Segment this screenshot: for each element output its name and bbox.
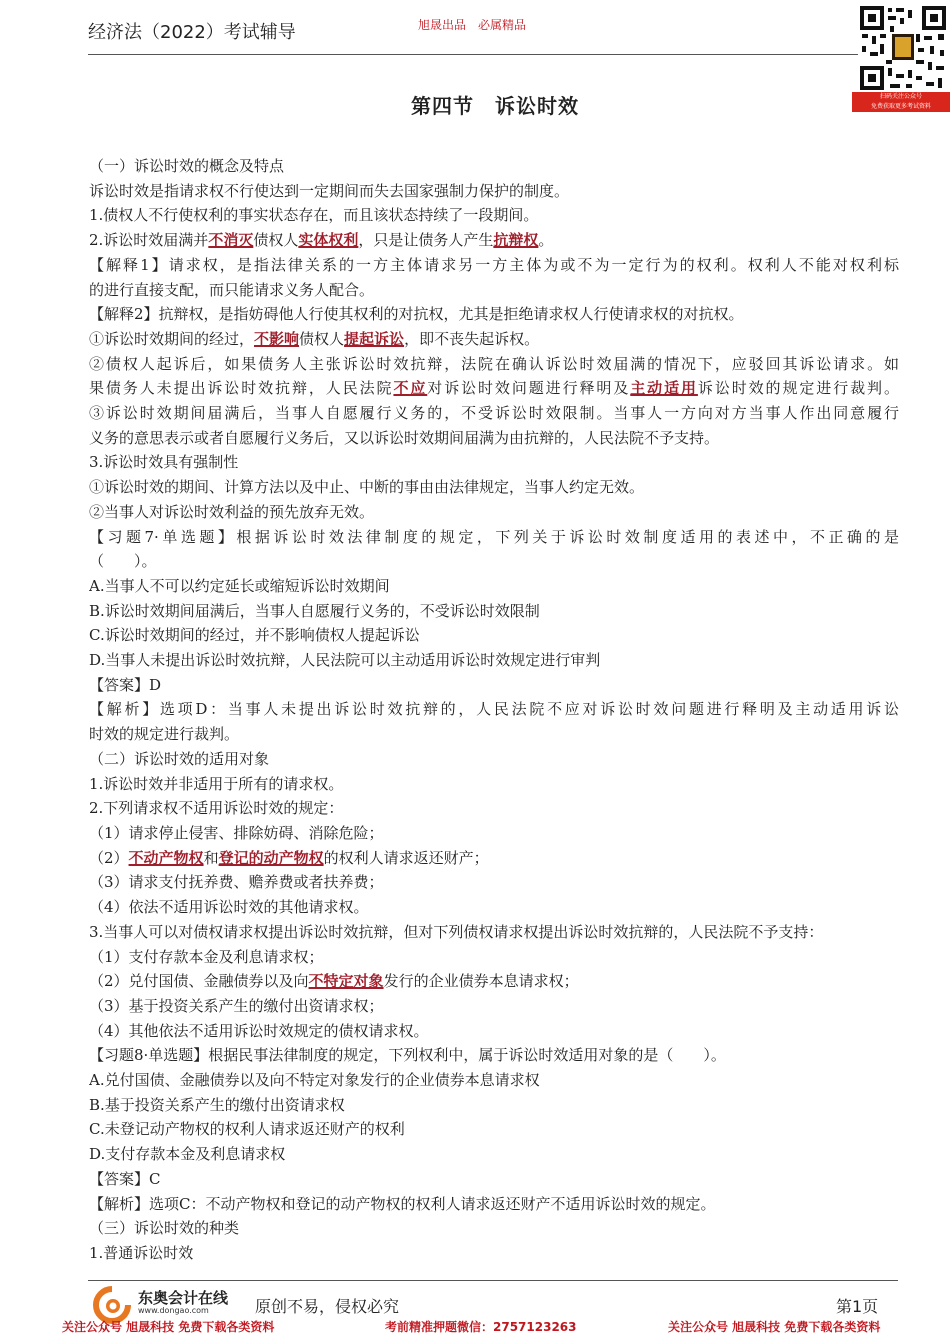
text-line [89, 327, 899, 352]
text-line [89, 574, 899, 599]
text-line [89, 253, 899, 278]
document-body [89, 154, 899, 1266]
text-segment: 1.债权人不行使权利的事实状态存在，而且该状态持续了一段期间。 [89, 206, 539, 225]
text-segment: （1）支付存款本金及利息请求权； [89, 947, 324, 966]
text-segment: D.当事人未提出诉讼时效抗辩，人民法院可以主动适用诉讼时效规定进行审判 [89, 651, 601, 670]
text-segment: 2.下列请求权不适用诉讼时效的规定： [89, 799, 344, 818]
highlighted-term: 登记的动产物权 [218, 848, 324, 867]
section-title: 第四节 诉讼时效 [411, 94, 579, 118]
text-line [89, 549, 899, 574]
text-line [89, 475, 899, 500]
text-segment: 【解释2】抗辩权，是指妨碍他人行使其权利的对抗权，尤其是拒绝请求权人行使请求权的对抗权。 [89, 305, 744, 324]
text-line [89, 1216, 899, 1241]
text-line [89, 722, 899, 747]
text-line [89, 352, 899, 377]
highlighted-term: 实体权利 [298, 231, 359, 250]
header-divider [88, 54, 898, 55]
qr-code-image [858, 4, 948, 92]
text-segment: 果债务人未提出诉讼时效抗辩，人民法院 [89, 379, 394, 398]
text-segment: C.诉讼时效期间的经过，并不影响债权人提起诉讼 [89, 626, 420, 645]
text-line [89, 697, 899, 722]
text-line [89, 796, 899, 821]
highlighted-term: 提起诉讼 [344, 329, 405, 348]
qr-caption-line-2: 免费获取更多考试资料 [870, 103, 931, 110]
text-segment: 和 [203, 848, 219, 867]
text-line [89, 1192, 899, 1217]
text-line [89, 599, 899, 624]
header-slogan: 旭晟出品 必属精品 [418, 18, 527, 32]
text-segment: 1.普通诉讼时效 [89, 1243, 194, 1262]
text-segment: ①诉讼时效期间的经过， [89, 329, 255, 348]
text-segment: 义务的意思表示或者自愿履行义务后，又以诉讼时效期间届满为由抗辩的，人民法院不予支持。 [89, 428, 720, 447]
highlighted-term: 不消灭 [208, 231, 254, 250]
text-segment: 3.诉讼时效具有强制性 [89, 453, 239, 472]
text-segment: （2） [89, 848, 129, 867]
text-line [89, 1241, 899, 1266]
text-segment: 对诉讼时效问题进行释明及 [427, 379, 631, 398]
text-segment: （二）诉讼时效的适用对象 [89, 749, 270, 768]
text-segment: （ ）。 [89, 552, 157, 571]
text-segment: 1.诉讼时效并非适用于所有的请求权。 [89, 774, 344, 793]
text-segment: 【答案】C [89, 1169, 161, 1188]
text-segment: 诉讼时效的规定进行裁判。 [697, 379, 899, 398]
text-segment: 【习题7·单选题】根据诉讼时效法律制度的规定，下列关于诉讼时效制度适用的表述中，不正确的是 [89, 527, 899, 546]
highlighted-term: 主动适用 [630, 379, 698, 398]
text-segment: D.支付存款本金及利息请求权 [89, 1145, 286, 1164]
text-line [89, 920, 899, 945]
text-segment: ①诉讼时效的期间、计算方法以及中止、中断的事由由法律规定，当事人约定无效。 [89, 478, 645, 497]
text-line [89, 747, 899, 772]
logo-name: 东奥会计在线 [138, 1289, 229, 1307]
text-line [89, 772, 899, 797]
text-segment: 债权人 [253, 231, 299, 250]
footer-notice-left: 关注公众号 旭晟科技 免费下载各类资料 [62, 1320, 275, 1334]
text-line [89, 450, 899, 475]
text-segment: （4）依法不适用诉讼时效的其他请求权。 [89, 898, 369, 917]
text-segment: 债权人 [299, 329, 345, 348]
highlighted-term: 不应 [393, 379, 428, 398]
text-segment: ③诉讼时效期间届满后，当事人自愿履行义务的，不受诉讼时效限制。当事人一方向对方当事人作出同意履行 [89, 404, 899, 423]
text-line [89, 179, 899, 204]
text-segment: 时效的规定进行裁判。 [89, 725, 240, 744]
text-line [89, 426, 899, 451]
page-number: 第1页 [836, 1297, 879, 1316]
text-segment: 2.诉讼时效届满并 [89, 231, 209, 250]
text-segment: 的权利人请求返还财产； [323, 848, 489, 867]
highlighted-term: 不影响 [254, 329, 300, 348]
text-line [89, 969, 899, 994]
text-line [89, 648, 899, 673]
text-segment: 发行的企业债券本息请求权； [383, 972, 579, 991]
header-title: 经济法（2022）考试辅导 [88, 22, 296, 43]
footer-slogan: 原创不易，侵权必究 [255, 1297, 400, 1316]
text-segment: 的进行直接支配，而只能请求义务人配合。 [89, 280, 375, 299]
text-segment: （三）诉讼时效的种类 [89, 1219, 240, 1238]
text-segment: （1）请求停止侵害、排除妨碍、消除危险； [89, 823, 384, 842]
text-segment: （3）基于投资关系产生的缴付出资请求权； [89, 996, 384, 1015]
text-line [89, 500, 899, 525]
text-line [89, 1117, 899, 1142]
text-line [89, 278, 899, 303]
text-segment: （3）请求支付抚养费、赡养费或者扶养费； [89, 873, 384, 892]
text-segment: 【答案】D [89, 675, 162, 694]
text-line [89, 1093, 899, 1118]
text-line [89, 994, 899, 1019]
text-segment: 。 [538, 231, 554, 250]
text-line [89, 895, 899, 920]
text-line [89, 376, 899, 401]
logo-url: www.dongao.com [138, 1306, 209, 1315]
text-segment: 【解析】选项D：当事人未提出诉讼时效抗辩的，人民法院不应对诉讼时效问题进行释明及主动适用诉讼 [89, 700, 899, 719]
text-line [89, 525, 899, 550]
text-segment: ②债权人起诉后，如果债务人主张诉讼时效抗辩，法院在确认诉讼时效届满的情况下，应驳回其诉讼请求。如 [89, 354, 899, 373]
text-segment: 【解析】选项C：不动产物权和登记的动产物权的权利人请求返还财产不适用诉讼时效的规定。 [89, 1194, 716, 1213]
text-segment: A.兑付国债、金融债券以及向不特定对象发行的企业债券本息请求权 [89, 1071, 540, 1090]
text-line [89, 821, 899, 846]
text-segment: （4）其他依法不适用诉讼时效规定的债权请求权。 [89, 1021, 429, 1040]
text-segment: （一）诉讼时效的概念及特点 [89, 157, 285, 175]
text-segment: ②当事人对诉讼时效利益的预先放弃无效。 [89, 502, 375, 521]
text-line [89, 1019, 899, 1044]
qr-caption-line-1: 扫码关注公众号 [879, 93, 922, 100]
text-line [89, 154, 899, 179]
text-line [89, 846, 899, 871]
highlighted-term: 不动产物权 [128, 848, 204, 867]
text-line [89, 401, 899, 426]
text-segment: B.诉讼时效期间届满后，当事人自愿履行义务的，不受诉讼时效限制 [89, 601, 540, 620]
text-line [89, 1068, 899, 1093]
text-line [89, 870, 899, 895]
text-line [89, 1043, 899, 1068]
text-segment: A.当事人不可以约定延长或缩短诉讼时效期间 [89, 576, 390, 595]
highlighted-term: 抗辩权 [493, 231, 539, 250]
text-line [89, 945, 899, 970]
text-segment: 诉讼时效是指请求权不行使达到一定期间而失去国家强制力保护的制度。 [89, 181, 570, 200]
text-segment: 【习题8·单选题】根据民事法律制度的规定，下列权利中，属于诉讼时效适用对象的是（ ）。 [89, 1046, 726, 1065]
text-segment: 3.当事人可以对债权请求权提出诉讼时效抗辩，但对下列债权请求权提出诉讼时效抗辩的，人民法院不予支持： [89, 922, 824, 941]
text-line [89, 228, 899, 253]
footer-notice-center: 考前精准押题微信：2757123263 [385, 1320, 577, 1334]
text-line [89, 1167, 899, 1192]
text-line [89, 623, 899, 648]
text-segment: 【解释1】请求权，是指法律关系的一方主体请求另一方主体为或不为一定行为的权利。权利人不能对权利标 [89, 255, 899, 274]
text-segment: ，只是让债务人产生 [358, 231, 494, 250]
text-segment: B.基于投资关系产生的缴付出资请求权 [89, 1095, 345, 1114]
footer-divider [88, 1280, 898, 1281]
text-segment: （2）兑付国债、金融债券以及向 [89, 972, 309, 991]
text-line [89, 203, 899, 228]
text-line [89, 673, 899, 698]
footer-notice-right: 关注公众号 旭晟科技 免费下载各类资料 [668, 1320, 881, 1334]
highlighted-term: 不特定对象 [308, 972, 384, 991]
text-line [89, 302, 899, 327]
text-line [89, 1142, 899, 1167]
text-segment: C.未登记动产物权的权利人请求返还财产的权利 [89, 1120, 405, 1139]
text-segment: ，即不丧失起诉权。 [404, 329, 540, 348]
